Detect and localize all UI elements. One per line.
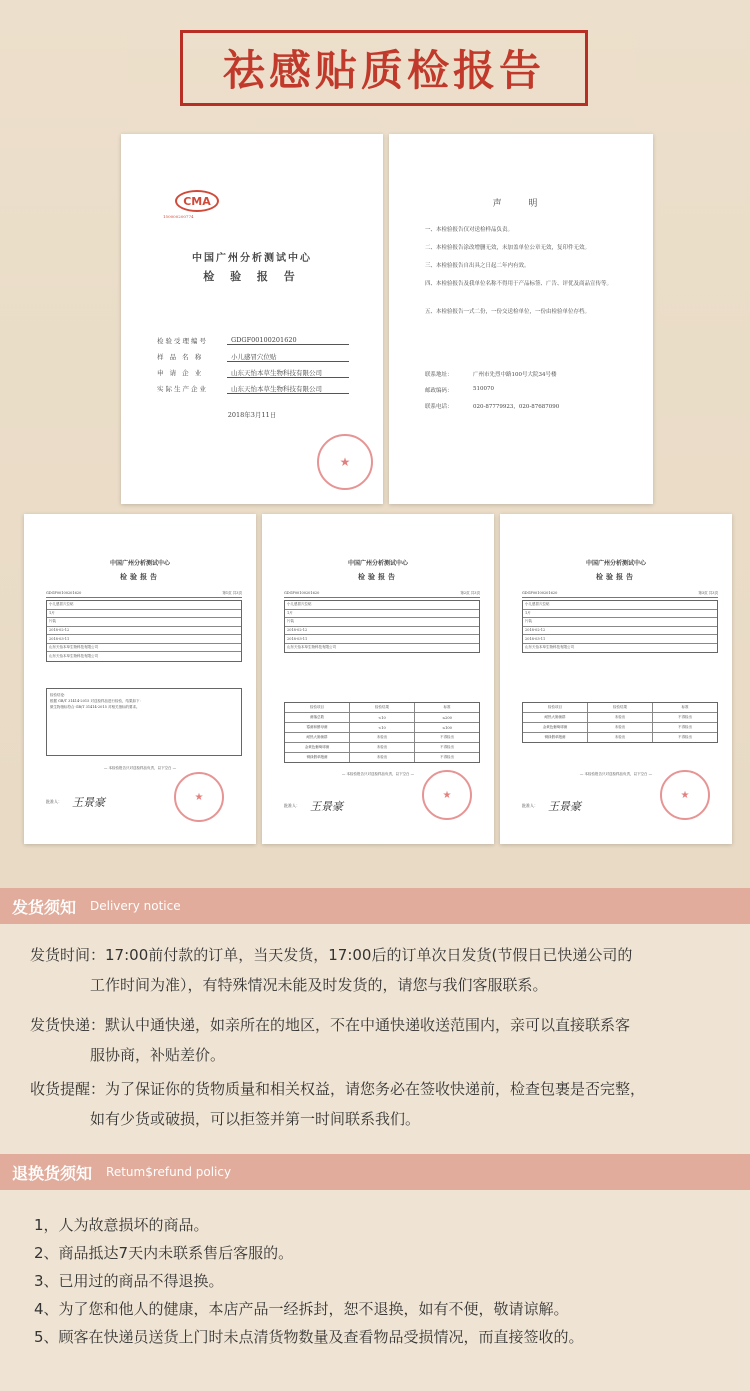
grid-row: 小儿感冒穴位贴 [285, 601, 479, 610]
table-cell: ≤200 [442, 715, 452, 720]
contact-value: 020-87779923，020-87687090 [473, 404, 560, 410]
table-cell: 不得检出 [440, 735, 454, 739]
grid-row: 山东天怡本草生物科技有限公司 [47, 644, 241, 653]
contact-value: 510070 [473, 386, 494, 392]
delivery-item [30, 1010, 720, 1070]
report-title: 检验报告 [596, 572, 636, 581]
info-value: 山东天怡本草生物科技有限公司 [227, 384, 349, 394]
statement-item: 四、本检验报告及我单位名称不得用于产品标签、广告、评优及商品宣传等。 [425, 281, 613, 287]
signature: 王景豪 [72, 796, 105, 809]
contact-key: 联系地址： [425, 372, 453, 378]
table-cell: 耐热大肠菌群 [285, 733, 350, 742]
delivery-title: 发货须知 [12, 897, 77, 917]
table-cell: 未检出 [350, 753, 415, 762]
signature: 王景豪 [548, 800, 581, 813]
conclusion-text: 微生物指标符合 GB/T 31414-2015 对相关指标的要求。 [50, 705, 140, 709]
report-page-2 [262, 514, 494, 844]
table-cell: 不得检出 [440, 745, 454, 749]
cma-mark: CMA [175, 190, 219, 212]
info-value: 山东天怡本草生物科技有限公司 [227, 368, 349, 378]
report-meta [284, 591, 480, 598]
report-title: 检验报告 [120, 572, 160, 581]
stamp-icon: ★ [174, 772, 224, 822]
sign-label: 批准人： [284, 803, 300, 808]
table-header [523, 703, 717, 713]
report-footer: — 本检验报告只对送检样品负责，以下空白 — [341, 772, 415, 776]
table-cell: 标准 [681, 705, 689, 709]
report-code: GDGF00100201620 [284, 591, 320, 595]
grid-row: 片装 [523, 618, 717, 627]
returns-section-header [0, 1154, 750, 1190]
delivery-label: 发货时间： [30, 946, 106, 964]
signature: 王景豪 [310, 800, 343, 813]
conclusion-box [46, 688, 242, 756]
table-cell: ≤100 [442, 725, 452, 730]
returns-item: 1，人为故意损坏的商品。 [34, 1216, 209, 1234]
contact-row [425, 402, 559, 410]
report-code: GDGF00100201620 [522, 591, 558, 595]
grid-row: 1片 [523, 610, 717, 619]
statement-document [389, 134, 653, 504]
report-date: 2018年3月11日 [227, 411, 277, 419]
info-value: GDGF00100201620 [227, 336, 349, 345]
grid-row: 2018-03-11 [47, 635, 241, 644]
table-row [285, 713, 479, 723]
table-cell: 未检出 [588, 713, 653, 722]
contact-value: 广州市先烈中路100号大院34号楼 [473, 372, 557, 378]
grid-row: 小儿感冒穴位贴 [523, 601, 717, 610]
table-cell: 未检出 [588, 733, 653, 742]
table-cell: 耐热大肠菌群 [523, 713, 588, 722]
grid-row: 2018-03-11 [523, 635, 717, 644]
table-cell: 菌落总数 [285, 713, 350, 722]
table-cell: 未检出 [588, 723, 653, 732]
stamp-icon: ★ [422, 770, 472, 820]
table-row [285, 723, 479, 733]
info-grid [522, 600, 718, 653]
info-row [157, 384, 349, 394]
report-page-1 [24, 514, 256, 844]
page-title-frame [180, 30, 588, 106]
signature-block [522, 798, 581, 814]
stamp-icon: ★ [317, 434, 373, 490]
delivery-subtitle: Delivery notice [90, 899, 181, 913]
report-org: 中国广州分析测试中心 [347, 560, 408, 567]
info-row [157, 336, 349, 345]
report-code: GDGF00100201620 [46, 591, 82, 595]
delivery-label: 发货快递： [30, 1016, 106, 1034]
info-key: 样 品 名 称 [157, 353, 204, 361]
contact-key: 邮政编码： [425, 388, 453, 394]
report-page-3 [500, 514, 732, 844]
table-cell: 铜绿假单胞菌 [523, 733, 588, 742]
conclusion-label: 检验结论： [50, 693, 68, 697]
delivery-text: 为了保证你的货物质量和相关权益，请您务必在签收快递前，检查包裹是否完整， [105, 1080, 646, 1098]
table-cell: <10 [350, 723, 415, 732]
returns-subtitle: Retum$refund policy [106, 1165, 232, 1179]
table-cell: 检验项目 [523, 703, 588, 712]
grid-row: 片装 [47, 618, 241, 627]
statement-item: 二、本检验报告涂改增删无效，未加盖单位公章无效，复印件无效。 [425, 245, 591, 251]
table-cell: 铜绿假单胞菌 [285, 753, 350, 762]
contact-row [425, 370, 557, 378]
table-cell: 检验结果 [350, 703, 415, 712]
delivery-text: 默认中通快递，如亲所在的地区，不在中通快递收送范围内，亲可以直接联系客 [105, 1016, 631, 1034]
grid-row: 山东天怡本草生物科技有限公司 [287, 645, 336, 650]
grid-row: 2018-02-12 [285, 627, 479, 636]
info-row [157, 368, 349, 378]
returns-item: 2、商品抵达7天内未联系售后客服的。 [34, 1244, 294, 1262]
table-cell: 检验项目 [285, 703, 350, 712]
table-cell: 标准 [443, 705, 451, 709]
table-cell: 未检出 [350, 733, 415, 742]
delivery-label: 收货提醒： [30, 1080, 106, 1098]
delivery-text: 17:00前付款的订单，当天发货，17:00后的订单次日发货(节假日已快递公司的 [105, 946, 633, 964]
info-row [157, 352, 349, 362]
info-grid [284, 600, 480, 653]
report-title: 检验报告 [358, 572, 398, 581]
statement-heading: 声 明 [492, 199, 550, 209]
report-meta [46, 591, 242, 598]
report-org: 中国广州分析测试中心 [109, 560, 170, 567]
results-table [522, 702, 718, 743]
info-key: 检验受理编号 [157, 337, 208, 345]
statement-item: 三、本检验报告自出具之日起二年内有效。 [425, 263, 530, 269]
grid-row: 2018-02-12 [47, 627, 241, 636]
report-page-number: 第2页 共3页 [460, 591, 480, 595]
table-cell: 不得检出 [678, 725, 692, 729]
returns-item: 3、已用过的商品不得退换。 [34, 1272, 224, 1290]
signature-block [284, 798, 343, 814]
report-org: 中国广州分析测试中心 [585, 560, 646, 567]
table-header [285, 703, 479, 713]
table-row [523, 713, 717, 723]
delivery-item [30, 1074, 720, 1134]
report-org: 中国广州分析测试中心 [192, 253, 312, 264]
grid-row: 1片 [47, 610, 241, 619]
delivery-line [30, 1074, 720, 1104]
table-cell: <10 [350, 713, 415, 722]
returns-title: 退换货须知 [12, 1163, 93, 1183]
table-row [523, 733, 717, 742]
report-page-number: 第1页 共3页 [222, 591, 242, 595]
table-cell: 不得检出 [678, 735, 692, 739]
delivery-section-header [0, 888, 750, 924]
table-row [285, 743, 479, 753]
table-row [285, 753, 479, 762]
table-cell: 检验结果 [588, 703, 653, 712]
report-title: 检 验 报 告 [203, 270, 301, 283]
delivery-line [30, 940, 720, 970]
signature-block [46, 794, 105, 810]
table-cell: 霉菌和酵母菌 [285, 723, 350, 732]
delivery-item [30, 940, 720, 1000]
info-value: 小儿感冒穴位贴 [227, 352, 349, 362]
stamp-icon: ★ [660, 770, 710, 820]
delivery-text: 服协商，补贴差价。 [90, 1046, 226, 1064]
info-grid [46, 600, 242, 662]
statement-item: 一、本检验报告仅对送检样品负责。 [425, 227, 514, 233]
table-cell: 不得检出 [440, 755, 454, 759]
info-key: 实际生产企业 [157, 385, 208, 393]
table-row [285, 733, 479, 743]
sign-label: 批准人： [522, 803, 538, 808]
table-cell: 金黄色葡萄球菌 [285, 743, 350, 752]
table-cell: 不得检出 [678, 715, 692, 719]
table-cell: 金黄色葡萄球菌 [523, 723, 588, 732]
contact-key: 联系电话： [425, 404, 453, 410]
conclusion-text: 根据 GB/T 31414-2015 对送检样品进行检验，结果如下： [50, 699, 143, 703]
delivery-text: 工作时间为准），有特殊情况未能及时发货的，请您与我们客服联系。 [90, 976, 548, 994]
delivery-line [30, 1010, 720, 1040]
report-footer: — 本检验报告只对送检样品负责，以下空白 — [103, 766, 177, 770]
contact-row [425, 386, 494, 394]
statement-item: 五、本检验报告一式二份，一份交送检单位，一份由检验单位存档。 [425, 309, 591, 315]
grid-row: 山东天怡本草生物科技有限公司 [525, 645, 574, 650]
info-key: 申 请 企 业 [157, 369, 204, 377]
results-table [284, 702, 480, 763]
returns-item: 5、顾客在快递员送货上门时未点清货物数量及查看物品受损情况，而直接签收的。 [34, 1328, 584, 1346]
returns-item: 4、为了您和他人的健康，本店产品一经拆封，恕不退换，如有不便，敬请谅解。 [34, 1300, 569, 1318]
table-row [523, 723, 717, 733]
report-footer: — 本检验报告只对送检样品负责，以下空白 — [579, 772, 653, 776]
delivery-text: 如有少货或破损，可以拒签并第一时间联系我们。 [90, 1110, 421, 1128]
grid-row: 1片 [285, 610, 479, 619]
page-title: 祛感贴质检报告 [222, 46, 545, 95]
grid-row: 2018-02-12 [523, 627, 717, 636]
grid-row: 小儿感冒穴位贴 [47, 601, 241, 610]
cma-number: 150000200774 [163, 214, 194, 219]
grid-row: 2018-03-11 [285, 635, 479, 644]
report-cover-document [121, 134, 383, 504]
report-meta [522, 591, 718, 598]
grid-row: 片装 [285, 618, 479, 627]
report-page-number: 第3页 共3页 [698, 591, 718, 595]
sign-label: 批准人： [46, 799, 62, 804]
grid-row: 山东天怡本草生物科技有限公司 [49, 653, 98, 658]
table-cell: 未检出 [350, 743, 415, 752]
